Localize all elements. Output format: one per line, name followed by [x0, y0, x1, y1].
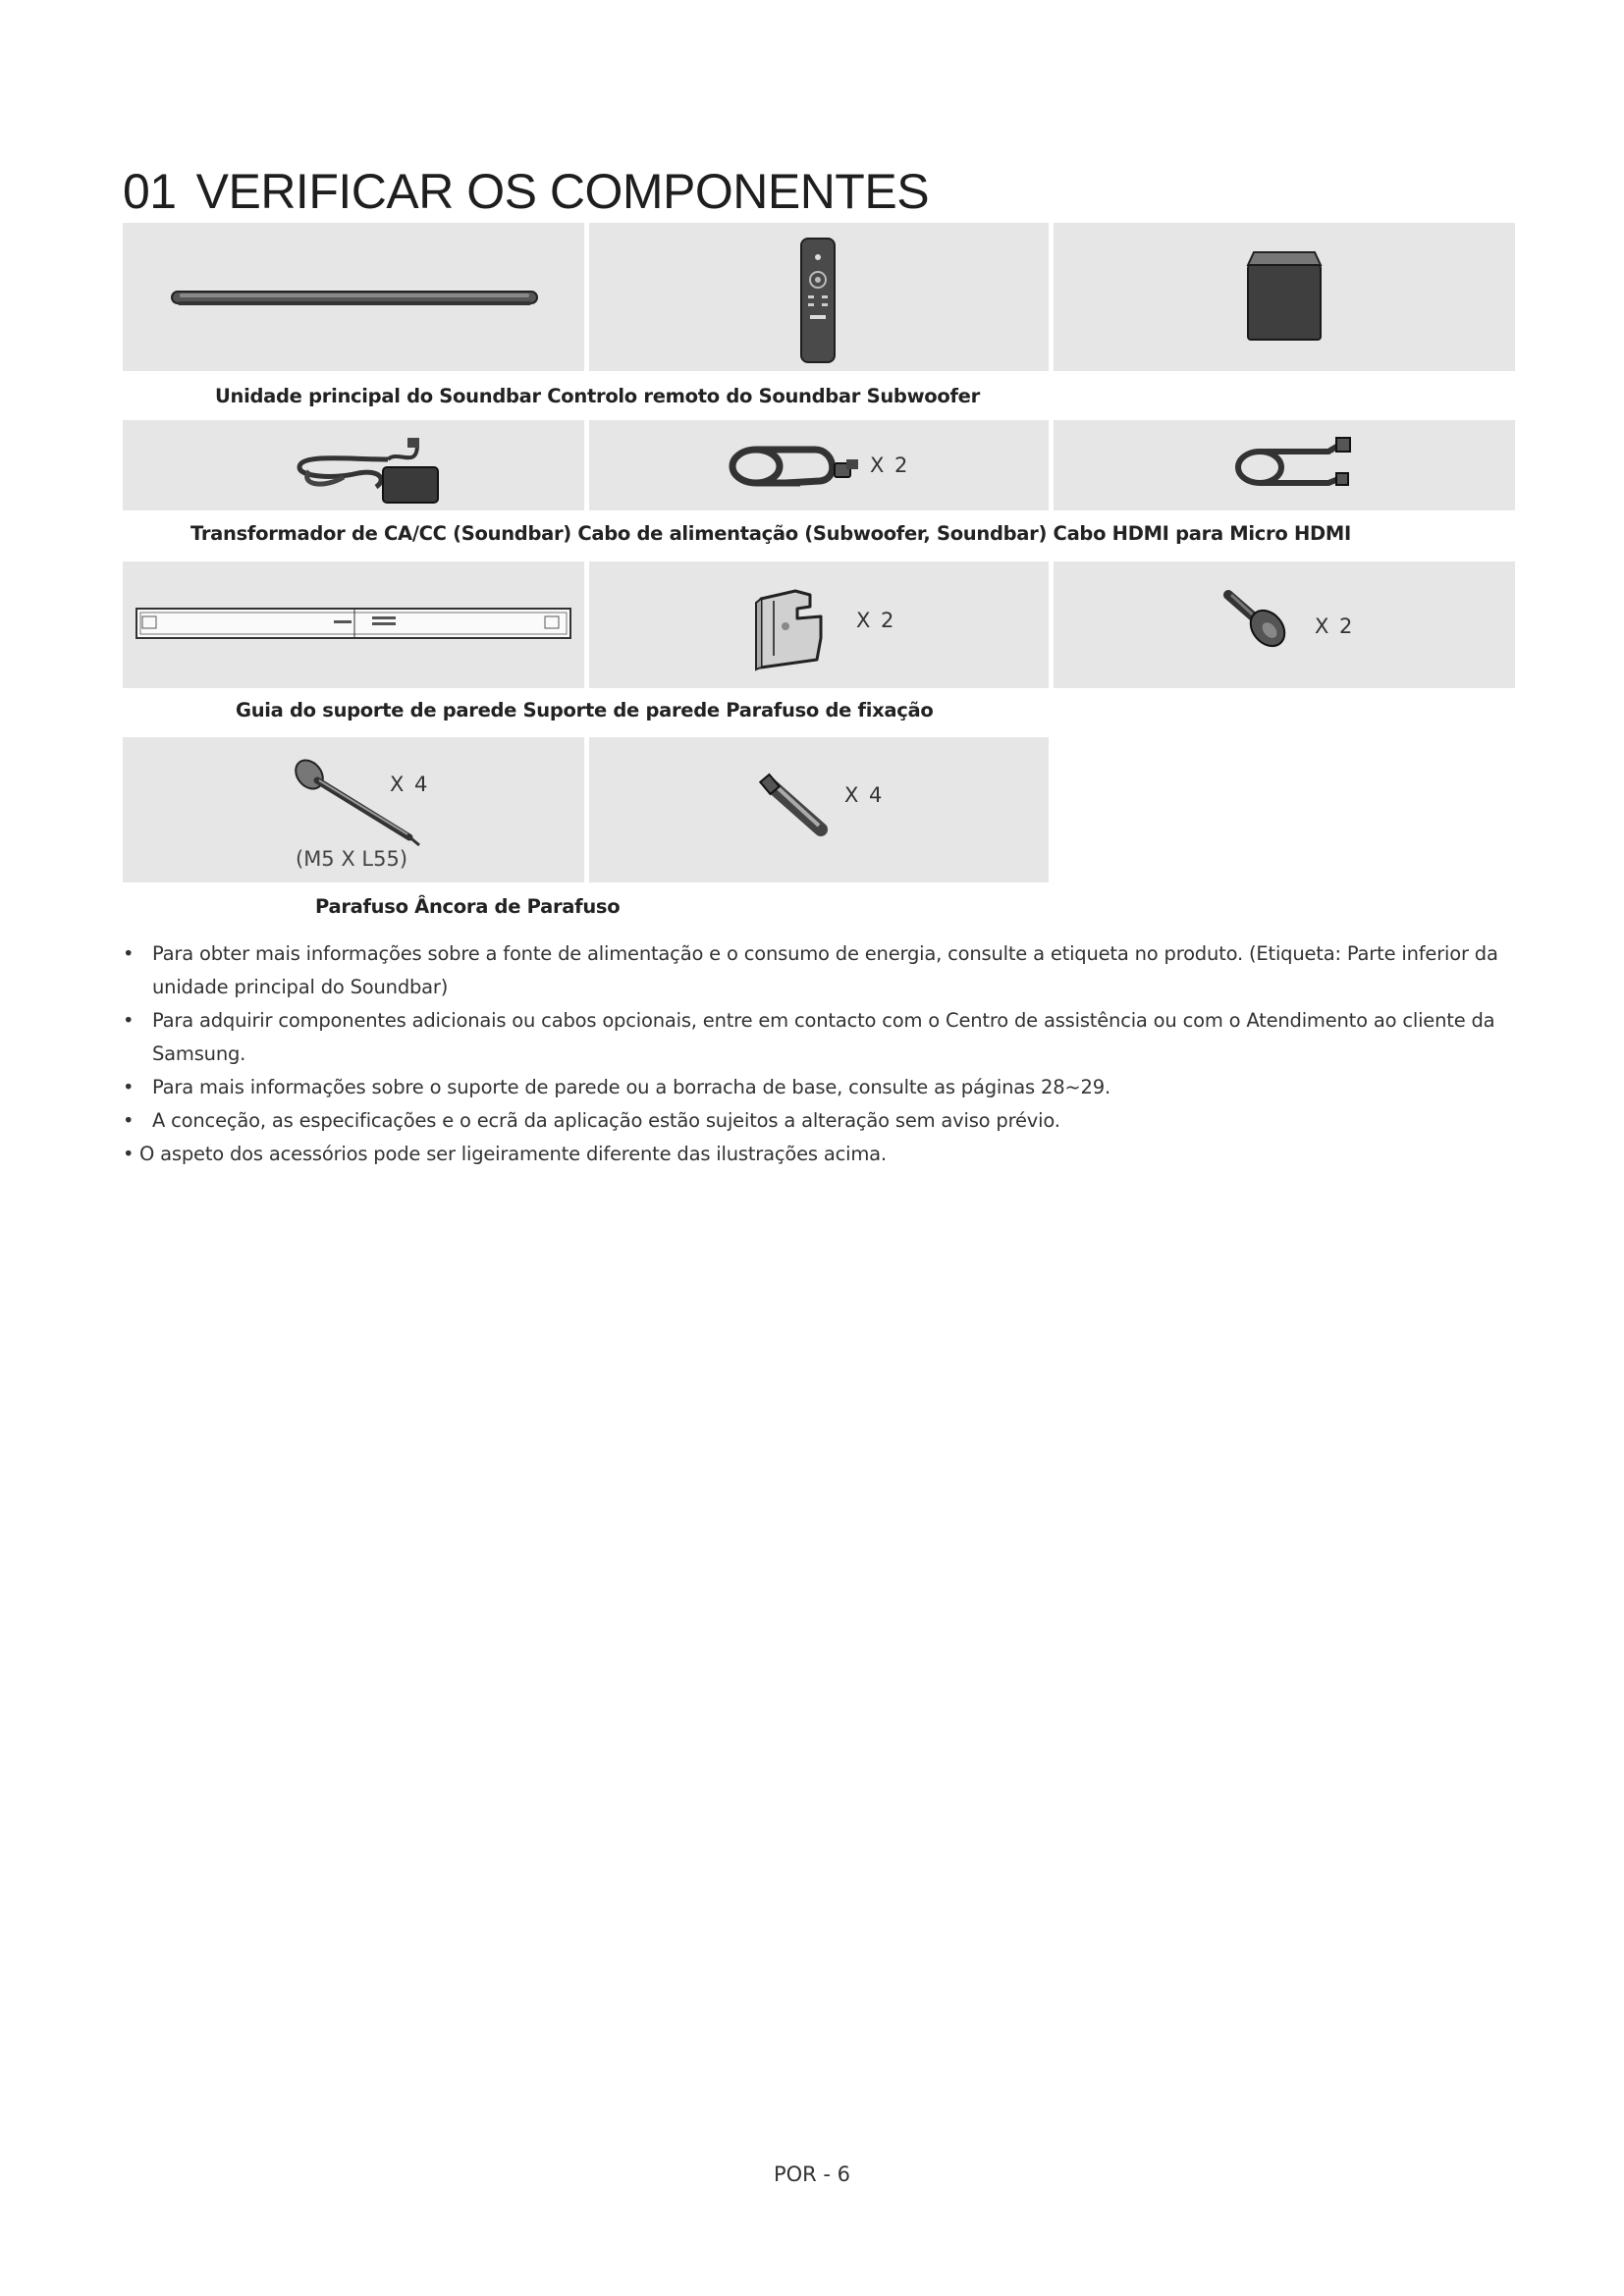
- wall-mount-guide-icon: [123, 561, 584, 688]
- component-remote-control: [589, 223, 1049, 371]
- section-title: VERIFICAR OS COMPONENTES: [195, 163, 930, 219]
- page-title: [123, 163, 929, 220]
- screw-quantity: X 4: [390, 773, 430, 796]
- power-cable-quantity: X 2: [870, 454, 910, 477]
- page-number: POR - 6: [773, 2163, 851, 2186]
- component-subwoofer: [1054, 223, 1515, 371]
- component-power-cable: [589, 420, 1049, 510]
- note-item: • Para obter mais informações sobre a fonte de alimentação e o consumo de energia, consulte a etiqueta no produto. (Etiqueta: Parte inferior da unidade principal do Soundbar): [123, 937, 1517, 1004]
- component-anchor: [589, 737, 1049, 882]
- subwoofer-icon: [1054, 223, 1515, 371]
- holder-screw-icon: [1054, 561, 1515, 688]
- anchor-quantity: X 4: [844, 783, 885, 807]
- section-number: 01: [123, 163, 177, 219]
- wall-bracket-icon: [589, 561, 1049, 688]
- screw-size: (M5 X L55): [296, 847, 408, 871]
- remote-control-icon: [589, 223, 1049, 371]
- row1-caption: Unidade principal do Soundbar Controlo remoto do Soundbar Subwoofer: [215, 385, 980, 407]
- note-item: • Para adquirir componentes adicionais ou cabos opcionais, entre em contacto com o Centro de assistência ou com o Atendimento ao cliente da Samsung.: [123, 1004, 1517, 1071]
- power-cable-icon: [589, 420, 1049, 510]
- component-soundbar: [123, 223, 584, 371]
- component-wall-mount-guide: [123, 561, 584, 688]
- note-item: • Para mais informações sobre o suporte de parede ou a borracha de base, consulte as páginas 28~29.: [123, 1071, 1517, 1104]
- notes-list: [123, 937, 1517, 1171]
- component-screw: [123, 737, 584, 882]
- row3-caption: Guia do suporte de parede Suporte de parede Parafuso de fixação: [236, 699, 934, 721]
- component-hdmi-cable: [1054, 420, 1515, 510]
- ac-dc-adapter-icon: [123, 420, 584, 510]
- note-item: • O aspeto dos acessórios pode ser ligeiramente diferente das ilustrações acima.: [123, 1138, 1517, 1171]
- component-holder-screw: [1054, 561, 1515, 688]
- anchor-icon: [589, 737, 1049, 882]
- soundbar-icon: [123, 223, 584, 371]
- note-item: • A conceção, as especificações e o ecrã da aplicação estão sujeitos a alteração sem aviso prévio.: [123, 1104, 1517, 1138]
- holder-screw-quantity: X 2: [1315, 614, 1355, 638]
- hdmi-cable-icon: [1054, 420, 1515, 510]
- wall-bracket-quantity: X 2: [856, 609, 896, 632]
- row4-caption: Parafuso Âncora de Parafuso: [315, 895, 621, 918]
- component-wall-bracket: [589, 561, 1049, 688]
- row2-caption: Transformador de CA/CC (Soundbar) Cabo de alimentação (Subwoofer, Soundbar) Cabo HDMI para Micro HDMI: [190, 522, 1351, 545]
- component-ac-dc-adapter: [123, 420, 584, 510]
